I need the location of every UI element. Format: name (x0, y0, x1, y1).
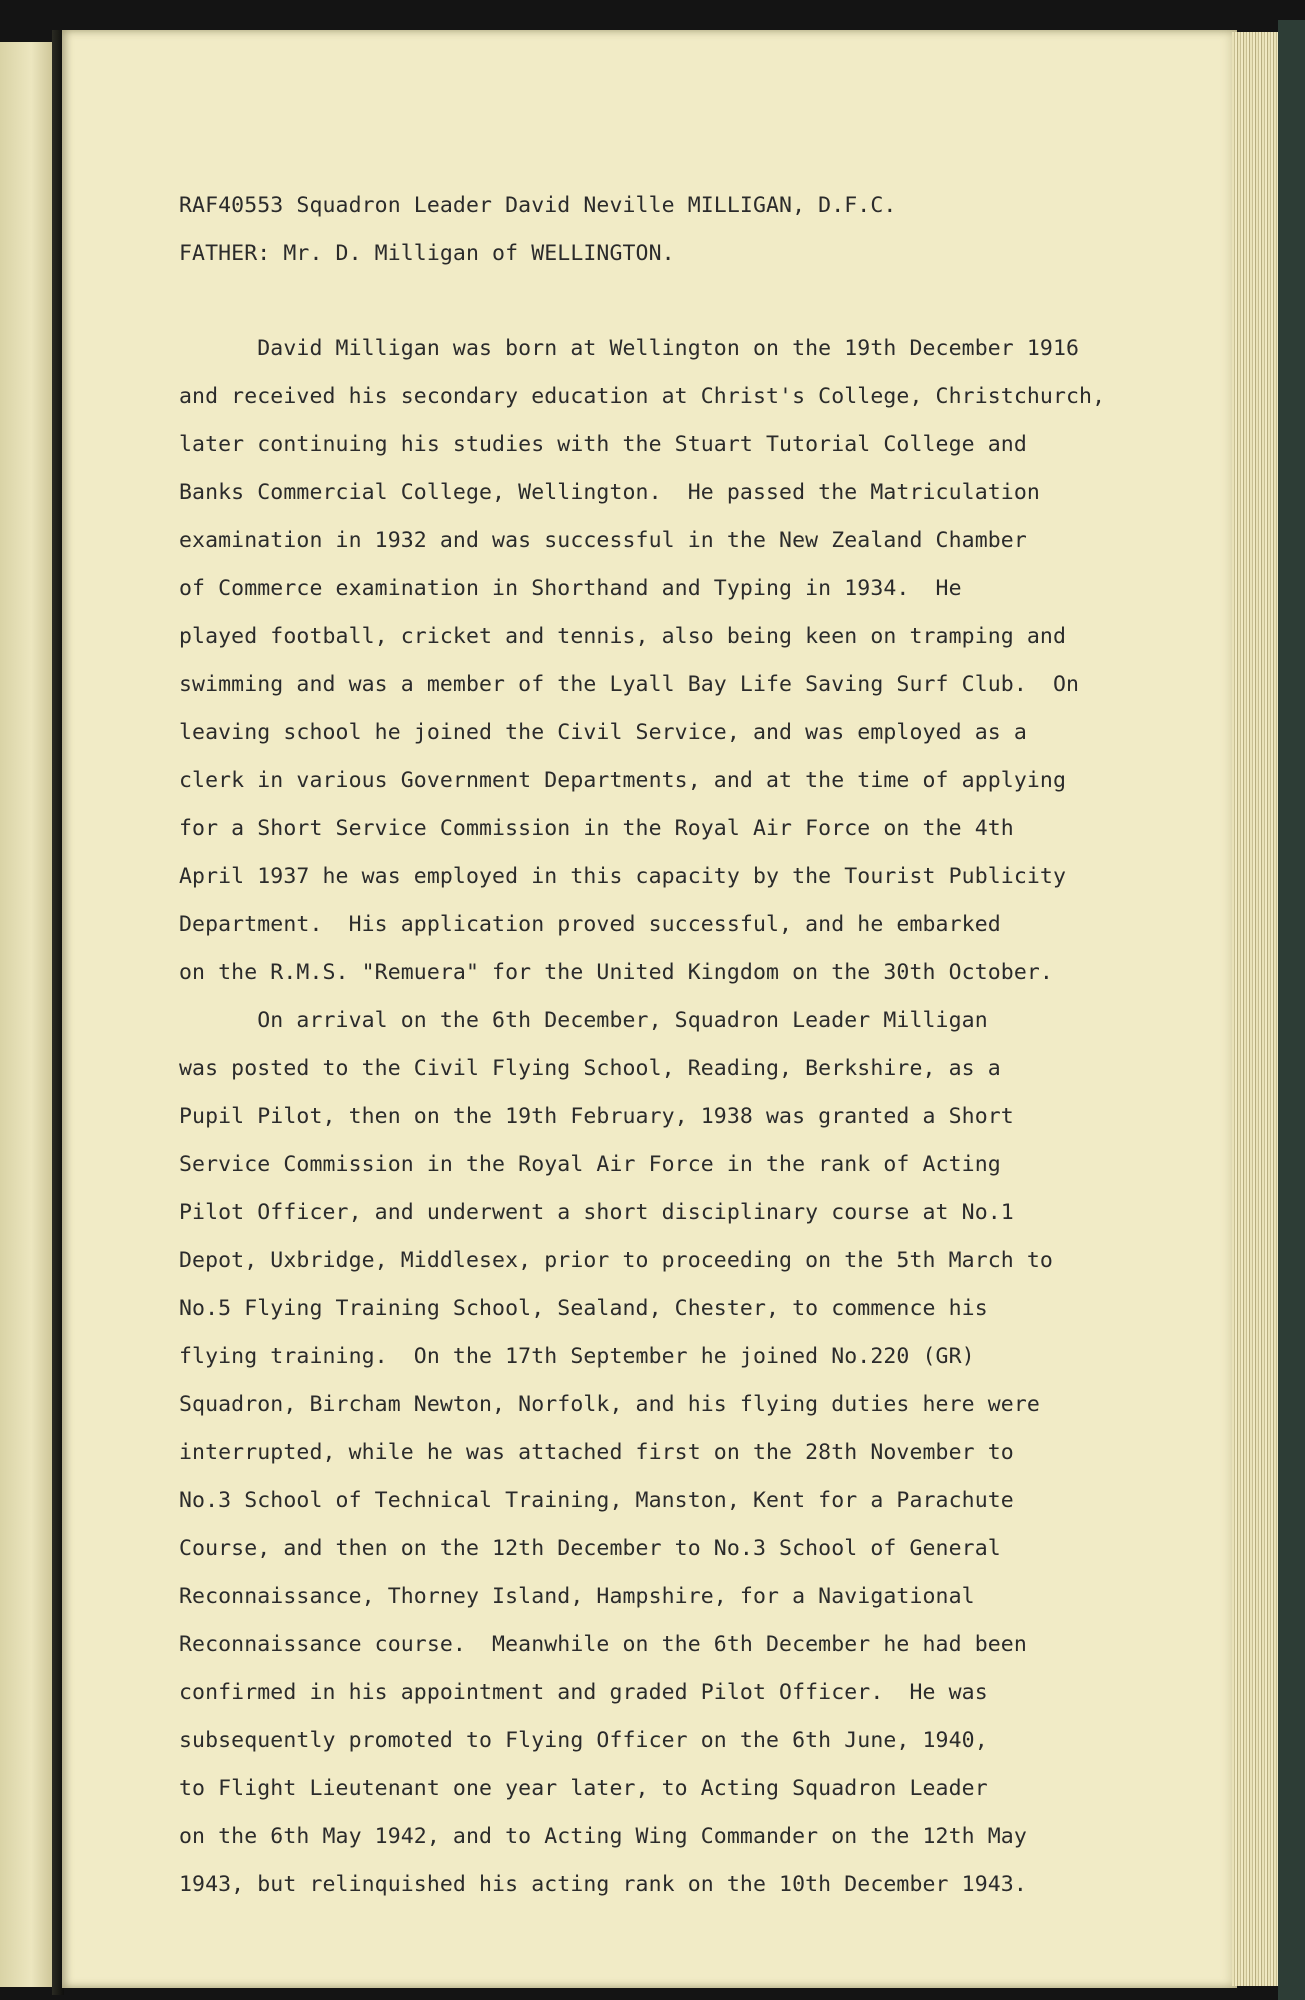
body-line: was posted to the Civil Flying School, Reading, Berkshire, as a (179, 1056, 1001, 1081)
body-line: April 1937 he was employed in this capacity by the Tourist Publicity (179, 864, 1066, 889)
body-line: to Flight Lieutenant one year later, to Acting Squadron Leader (179, 1776, 988, 1801)
body-line: and received his secondary education at Christ's College, Christchurch, (179, 384, 1106, 409)
body-line: for a Short Service Commission in the Royal Air Force on the 4th (179, 816, 1014, 841)
body-line: Pilot Officer, and underwent a short disciplinary course at No.1 (179, 1200, 1014, 1225)
body-line: later continuing his studies with the Stuart Tutorial College and (179, 432, 1027, 457)
body-line: of Commerce examination in Shorthand and Typing in 1934. He (179, 576, 962, 601)
document-text (179, 0, 1229, 1897)
body-line: Pupil Pilot, then on the 19th February, 1938 was granted a Short (179, 1104, 1014, 1129)
body-line: on the R.M.S. "Remuera" for the United Kingdom on the 30th October. (179, 960, 1053, 985)
body-line: Banks Commercial College, Wellington. He passed the Matriculation (179, 480, 1040, 505)
body-line: clerk in various Government Departments, and at the time of applying (179, 768, 1066, 793)
body-line: subsequently promoted to Flying Officer on the 6th June, 1940, (179, 1728, 988, 1753)
body-line: Department. His application proved successful, and he embarked (179, 912, 1001, 937)
body-line: On arrival on the 6th December, Squadron Leader Milligan (179, 1008, 988, 1033)
body-line: Depot, Uxbridge, Middlesex, prior to proceeding on the 5th March to (179, 1248, 1053, 1273)
header-line-service-name: RAF40553 Squadron Leader David Neville MILLIGAN, D.F.C. (179, 193, 897, 218)
body-line: played football, cricket and tennis, also being keen on tramping and (179, 624, 1066, 649)
body-line: Reconnaissance, Thorney Island, Hampshire, for a Navigational (179, 1584, 975, 1609)
body-line: interrupted, while he was attached first on the 28th November to (179, 1440, 1014, 1465)
body-line: Squadron, Bircham Newton, Norfolk, and his flying duties here were (179, 1392, 1040, 1417)
body-line: Course, and then on the 12th December to No.3 School of General (179, 1536, 1001, 1561)
body-line: examination in 1932 and was successful in the New Zealand Chamber (179, 528, 1027, 553)
body-line: swimming and was a member of the Lyall Bay Life Saving Surf Club. On (179, 672, 1080, 697)
stacked-page-edges (1232, 32, 1278, 1986)
body-line: Service Commission in the Royal Air Force in the rank of Acting (179, 1152, 1001, 1177)
body-line: leaving school he joined the Civil Service, and was employed as a (179, 720, 1027, 745)
body-line: David Milligan was born at Wellington on the 19th December 1916 (179, 336, 1080, 361)
body-line: No.5 Flying Training School, Sealand, Chester, to commence his (179, 1296, 988, 1321)
body-line: confirmed in his appointment and graded Pilot Officer. He was (179, 1680, 988, 1705)
body-line: No.3 School of Technical Training, Manston, Kent for a Parachute (179, 1488, 1014, 1513)
facing-page-edge (0, 42, 52, 1987)
body-line: Reconnaissance course. Meanwhile on the 6th December he had been (179, 1632, 1027, 1657)
body-line: 1943, but relinquished his acting rank on the 10th December 1943. (179, 1872, 1027, 1897)
body-line: flying training. On the 17th September he joined No.220 (GR) (179, 1344, 975, 1369)
body-line: on the 6th May 1942, and to Acting Wing Commander on the 12th May (179, 1824, 1027, 1849)
binder-cover-edge (1278, 20, 1305, 2000)
header-line-father: FATHER: Mr. D. Milligan of WELLINGTON. (179, 241, 675, 266)
